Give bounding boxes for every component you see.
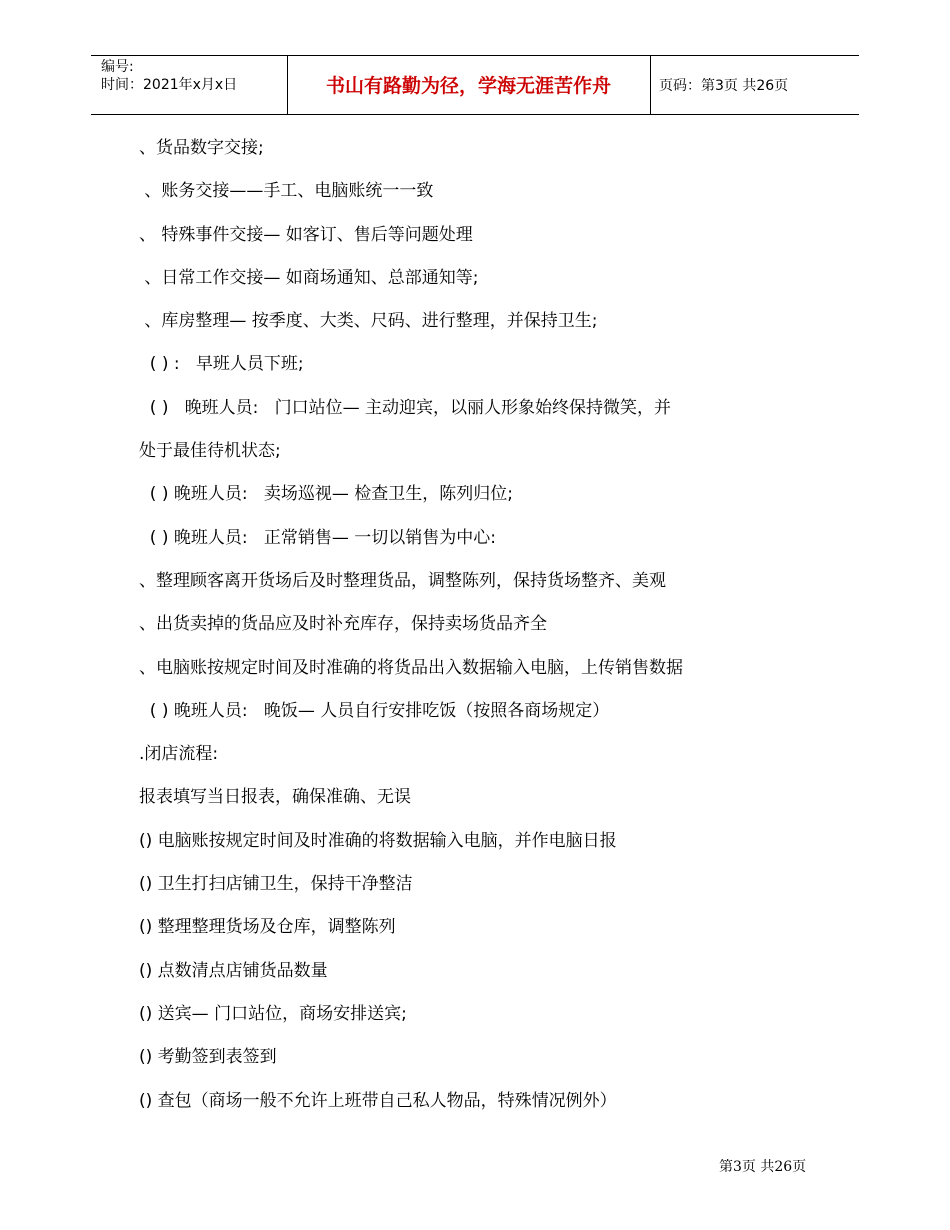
text-line: ( ) : 早班人员下班; [139, 354, 304, 375]
text-line: 、电脑账按规定时间及时准确的将货品出入数据输入电脑，上传销售数据 [139, 657, 683, 678]
header-divider [650, 55, 651, 114]
header-bottom-rule [91, 114, 859, 115]
text-line: 报表填写当日报表，确保准确、无误 [139, 787, 411, 808]
text-line: ( ) 晚班人员: 晚饭— 人员自行安排吃饭（按照各商场规定） [139, 700, 610, 721]
text-line: 、库房整理— 按季度、大类、尺码、进行整理，并保持卫生; [139, 311, 598, 332]
text-line: () 查包（商场一般不允许上班带自己私人物品，特殊情况例外） [139, 1090, 617, 1111]
header-page-info: 页码：第3页 共26页 [659, 78, 789, 94]
text-line: () 点数清点店铺货品数量 [139, 960, 328, 981]
text-line: () 考勤签到表签到 [139, 1047, 277, 1068]
text-line: ( ) 晚班人员: 卖场巡视— 检查卫生，陈列归位; [139, 484, 513, 505]
text-line: () 整理整理货场及仓库，调整陈列 [139, 917, 396, 938]
text-line: 处于最佳待机状态; [139, 441, 281, 462]
time-label: 时间：2021年x月x日 [101, 77, 238, 93]
document-body [139, 130, 859, 1126]
text-line: .闭店流程: [139, 744, 219, 765]
header-left-cell [101, 58, 237, 94]
text-line: () 送宾— 门口站位，商场安排送宾; [139, 1003, 407, 1024]
text-line: 、货品数字交接; [139, 138, 264, 158]
text-line: 、整理顾客离开货场后及时整理货品，调整陈列，保持货场整齐、美观 [139, 570, 666, 591]
text-line: 、出货卖掉的货品应及时补充库存，保持卖场货品齐全 [139, 614, 547, 635]
text-line: () 电脑账按规定时间及时准确的将数据输入电脑，并作电脑日报 [139, 830, 617, 851]
text-line: () 卫生打扫店铺卫生，保持干净整洁 [139, 874, 413, 895]
header-motto: 书山有路勤为径，学海无涯苦作舟 [325, 75, 611, 97]
text-line: 、日常工作交接— 如商场通知、总部通知等; [139, 267, 479, 288]
footer-page-info: 第3页 共26页 [719, 1159, 807, 1175]
text-line: ( ) 晚班人员: 正常销售— 一切以销售为中心: [139, 527, 496, 548]
text-line: ( ) 晚班人员: 门口站位— 主动迎宾，以丽人形象始终保持微笑，并 [139, 397, 672, 418]
text-line: 、 特殊事件交接— 如客订、售后等问题处理 [139, 224, 473, 245]
text-line: 、账务交接——手工、电脑账统一一致 [139, 181, 434, 202]
header-top-rule [91, 55, 859, 56]
number-label: 编号: [101, 59, 134, 75]
